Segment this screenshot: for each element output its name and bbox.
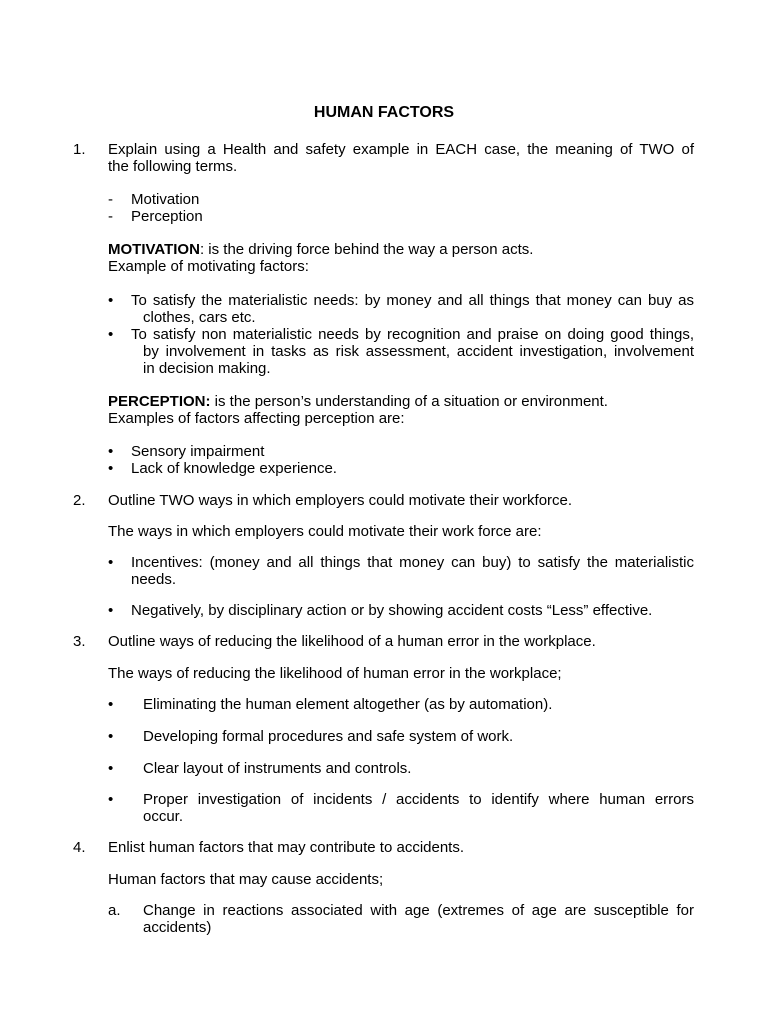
question-2-number: 2. [73, 492, 86, 509]
perception-def-text: is the person’s understanding of a situation or environment. [210, 393, 608, 410]
motivation-factor-2-line-3: in decision making. [143, 360, 271, 377]
motivation-factor-2-line-2: by involvement in tasks as risk assessment, accident investigation, involvement [143, 343, 694, 360]
motivation-label: MOTIVATION [108, 241, 200, 258]
perception-factor-1: Sensory impairment [131, 443, 265, 460]
question-1-line-1: Explain using a Health and safety example in EACH case, the meaning of TWO of [108, 141, 694, 158]
motivation-def-text: : is the driving force behind the way a person acts. [199, 241, 534, 258]
dash-marker: - [108, 191, 113, 208]
reduction-3: Clear layout of instruments and controls. [143, 760, 412, 777]
factor-a-line-2: accidents) [143, 919, 212, 936]
perception-factor-2: Lack of knowledge experience. [131, 460, 337, 477]
question-2-text: Outline TWO ways in which employers could motivate their workforce. [108, 492, 573, 509]
perception-example-intro: Examples of factors affecting perception are: [108, 410, 405, 427]
motivation-factor-1-line-1: To satisfy the materialistic needs: by money and all things that money can buy as [131, 292, 694, 309]
question-3-text: Outline ways of reducing the likelihood of a human error in the workplace. [108, 633, 596, 650]
question-3-answer-intro: The ways of reducing the likelihood of human error in the workplace; [108, 665, 562, 682]
perception-definition [108, 393, 608, 410]
reduction-1: Eliminating the human element altogether (as by automation). [143, 696, 553, 713]
question-4-number: 4. [73, 839, 86, 856]
bullet-marker: • [108, 443, 114, 460]
question-4-text: Enlist human factors that may contribute to accidents. [108, 839, 465, 856]
bullet-marker: • [108, 760, 114, 777]
incentive-2: Negatively, by disciplinary action or by showing accident costs “Less” effective. [131, 602, 653, 619]
incentive-1-line-1: Incentives: (money and all things that money can buy) to satisfy the materialistic [131, 554, 694, 571]
page-title: HUMAN FACTORS [313, 104, 455, 121]
reduction-4-line-1: Proper investigation of incidents / accidents to identify where human errors [143, 791, 694, 808]
bullet-marker: • [108, 728, 114, 745]
bullet-marker: • [108, 460, 114, 477]
reduction-4-line-2: occur. [143, 808, 184, 825]
question-2-answer-intro: The ways in which employers could motivate their work force are: [108, 523, 542, 540]
motivation-factor-1-line-2: clothes, cars etc. [143, 309, 256, 326]
bullet-marker: • [108, 602, 114, 619]
bullet-marker: • [108, 696, 114, 713]
list-marker-a: a. [108, 902, 121, 919]
motivation-factor-2-line-1: To satisfy non materialistic needs by recognition and praise on doing good things, [131, 326, 694, 343]
bullet-marker: • [108, 292, 114, 309]
term-perception: Perception [131, 208, 203, 225]
perception-label: PERCEPTION: [108, 393, 211, 410]
factor-a-line-1: Change in reactions associated with age (extremes of age are susceptible for [143, 902, 694, 919]
bullet-marker: • [108, 326, 114, 343]
motivation-example-intro: Example of motivating factors: [108, 258, 309, 275]
question-3-number: 3. [73, 633, 86, 650]
dash-marker: - [108, 208, 113, 225]
incentive-1-line-2: needs. [131, 571, 177, 588]
question-4-answer-intro: Human factors that may cause accidents; [108, 871, 384, 888]
term-motivation: Motivation [131, 191, 200, 208]
bullet-marker: • [108, 791, 114, 808]
motivation-definition [108, 241, 533, 258]
question-1-number: 1. [73, 141, 86, 158]
bullet-marker: • [108, 554, 114, 571]
question-1-line-2: the following terms. [108, 158, 238, 175]
reduction-2: Developing formal procedures and safe system of work. [143, 728, 514, 745]
